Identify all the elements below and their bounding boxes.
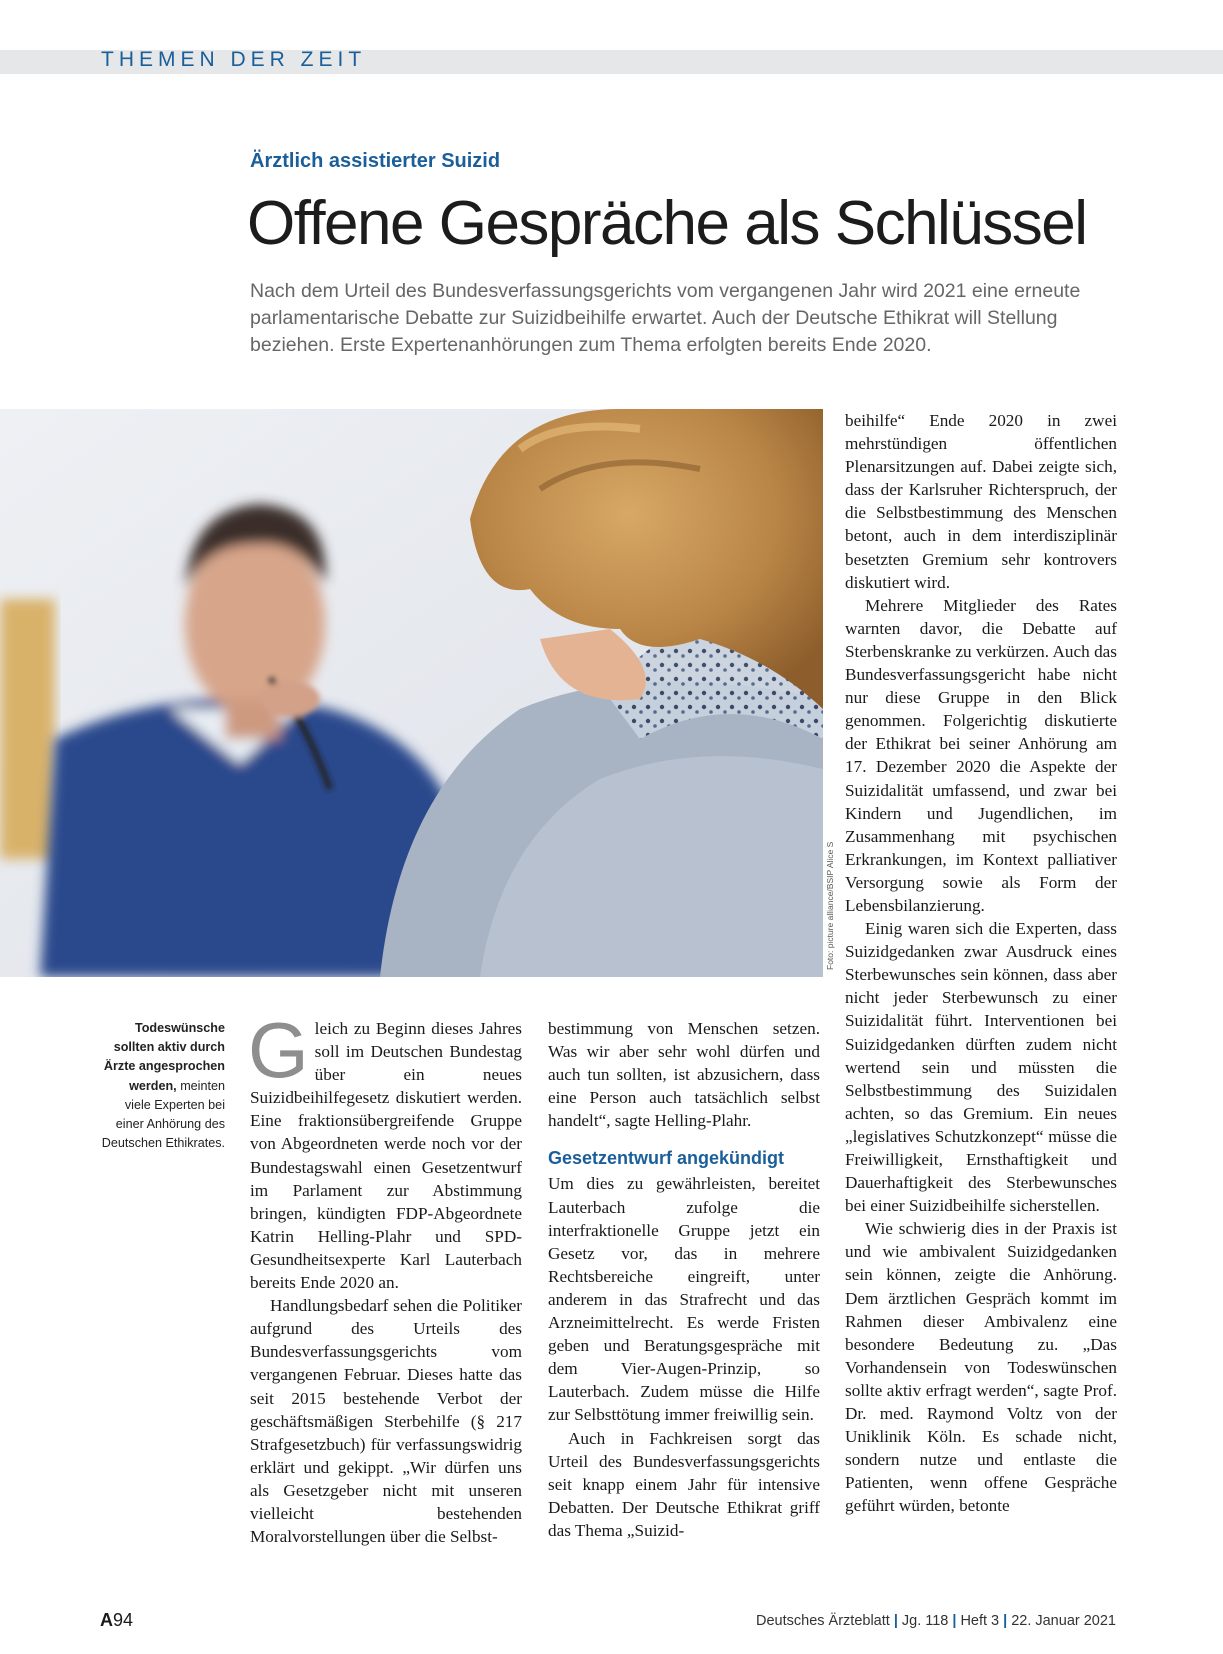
page-number xyxy=(100,1610,133,1631)
paragraph: Wie schwierig dies in der Praxis ist und wie ambivalent Suizidgedanken sein können, zeigte die Anhörung. Dem ärztlichen Gespräch kommt im Rahmen dieser Ambivalenz eine besondere Bedeutung zu. „Das Vorhandensein von Todeswünschen sollte aktiv erfragt werden“, sagte Prof. Dr. med. Raymond Voltz von der Uniklinik Köln. Es schade nicht, sondern nutze und entlaste die Patienten, wenn offene Gespräche geführt würden, betonte xyxy=(845,1219,1117,1516)
caption-bold: Todeswünsche sollten aktiv durch Ärzte angesprochen werden, xyxy=(103,1021,225,1093)
article-kicker: Ärztlich assistierter Suizid xyxy=(250,150,501,172)
drop-cap: G xyxy=(248,1006,309,1094)
subheading: Gesetzentwurf angekündigt xyxy=(548,1148,785,1169)
photo-credit: Foto: picture alliance/BSIP Alice S xyxy=(825,841,835,970)
paragraph: bestimmung von Menschen setzen. Was wir aber sehr wohl dürfen und auch tun sollten, ist abzusichern, dass eine Person auch tatsächlich selbst handelt“, sagte Helling-Plahr. xyxy=(548,1019,820,1131)
journal-volume: Jg. 118 xyxy=(901,1613,949,1629)
page-number-value: 94 xyxy=(113,1610,134,1630)
text-column-3 xyxy=(845,409,1117,1518)
article-photo xyxy=(0,409,823,977)
text-column-1 xyxy=(248,1006,522,1548)
paragraph: beihilfe“ Ende 2020 in zwei mehrstündigen öffentlichen Plenarsitzungen auf. Dabei zeigte sich, dass der Karlsruher Richterspruch, der die Selbstbestimmung des Menschen betont, auch in dem interdisziplinär besetzten Gremium sehr kontrovers diskutiert wird. xyxy=(845,411,1117,592)
paragraph: Um dies zu gewährleisten, bereitet Lauterbach zufolge die interfraktionelle Gruppe jetzt ein Gesetz vor, das in mehrere Rechtsbereiche eingreift, unter anderem in das Strafrecht und das Arzneimittelrecht. Es werde Fristen geben und Beratungsgespräche mit dem Vier-Augen-Prinzip, so Lauterbach. Zudem müsse die Hilfe zur Selbsttötung immer freiwillig sein. xyxy=(548,1174,820,1425)
journal-issue: Heft 3 xyxy=(960,1613,1000,1629)
section-label: THEMEN DER ZEIT xyxy=(101,48,367,71)
article-title: Offene Gespräche als Schlüssel xyxy=(247,189,1087,258)
article-lead: Nach dem Urteil des Bundesverfassungsgerichts vom vergangenen Jahr wird 2021 eine erneute parlamentarische Debatte zur Suizidbeihilfe erwartet. Auch der Deutsche Ethikrat will Stellung beziehen. Erste Expertenanhörungen zum Thema erfolgten bereits Ende 2020. xyxy=(250,280,1081,356)
journal-footer: Deutsches Ärzteblatt | Jg. 118 | Heft 3 | 22. Januar 2021 xyxy=(756,1613,1116,1629)
journal-name: Deutsches Ärzteblatt xyxy=(756,1613,890,1629)
paragraph: Auch in Fachkreisen sorgt das Urteil des Bundesverfassungsgerichts seit knapp einem Jahr für intensive Debatten. Der Deutsche Ethikrat griff das Thema „Suizid- xyxy=(548,1428,820,1540)
caption-text: meinten viele Experten bei einer Anhörung des Deutschen Ethikrates. xyxy=(101,1078,225,1151)
photo-caption xyxy=(100,1019,225,1153)
page-prefix: A xyxy=(100,1610,113,1630)
paragraph: leich zu Beginn dieses Jahres soll im Deutschen Bundestag über ein neues Suizidbeihilfegesetz diskutiert werden. Eine fraktionsübergreifende Gruppe von Abgeordneten werde noch vor der Bundestagswahl einen Gesetzentwurf im Parlament zur Abstimmung bringen, kündigten FDP-Abgeordnete Katrin Helling-Plahr und SPD-Gesundheitsexperte Karl Lauterbach bereits Ende 2020 an. xyxy=(250,1019,522,1293)
paragraph: Einig waren sich die Experten, dass Suizidgedanken zwar Ausdruck eines Sterbewunsches sein können, dass aber nicht jeder Sterbewunsch zu einer Suizidalität führt. Interventionen bei Suizidgedanken dürften zudem nicht wertend sein und müssten die Selbstbestimmung des Suizidalen achten, so das Gremium. Ein neues „legislatives Schutzkonzept“ müsse die Freiwilligkeit, Ernsthaftigkeit und Dauerhaftigkeit des Sterbewunsches bei einer Suizidbeihilfe sicherstellen. xyxy=(845,919,1117,1216)
text-column-2 xyxy=(548,1017,820,1542)
paragraph: Mehrere Mitglieder des Rates warnten davor, die Debatte auf Sterbenskranke zu verkürzen. Auch das Bundesverfassungsgericht habe nicht nur diese Gruppe in den Blick genommen. Folgerichtig diskutierte der Ethikrat bei seiner Anhörung am 17. Dezember 2020 die Aspekte der Suizidalität umfassend, und zwar bei Kindern und Jugendlichen, im Zusammenhang mit psychischen Erkrankungen, im Kontext palliativer Versorgung sowie als Form der Lebensbilanzierung. xyxy=(845,595,1117,915)
journal-date: 22. Januar 2021 xyxy=(1011,1613,1116,1629)
paragraph: Handlungsbedarf sehen die Politiker aufgrund des Urteils des Bundesverfassungsgerichts vom vergangenen Februar. Dieses hatte das seit 2015 bestehende Verbot der geschäftsmäßigen Sterbehilfe (§ 217 Strafgesetzbuch) für verfassungswidrig erklärt und gekippt. „Wir dürfen uns als Gesetzgeber nicht mit unseren vielleicht bestehenden Moralvorstellungen über die Selbst- xyxy=(250,1296,522,1547)
